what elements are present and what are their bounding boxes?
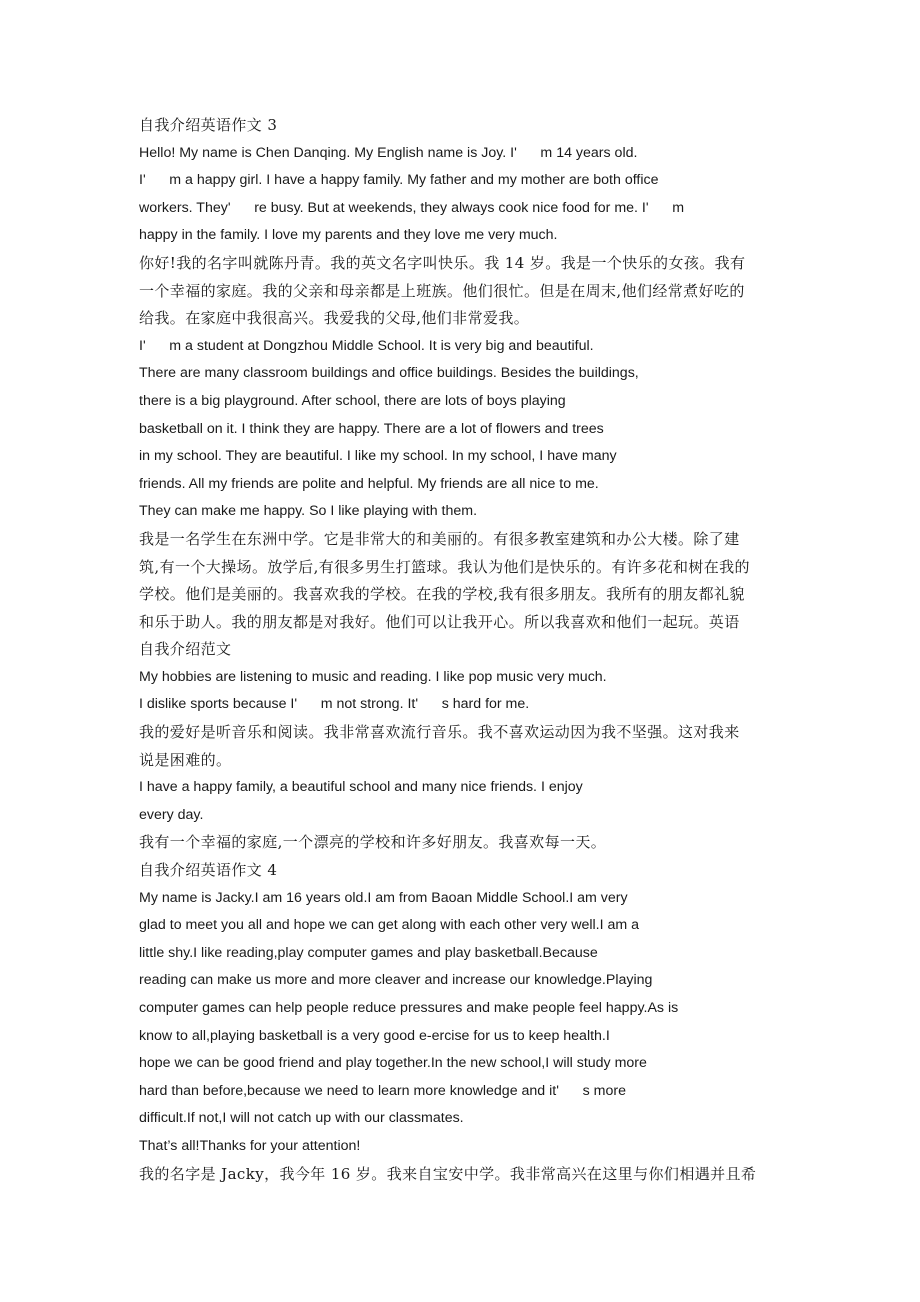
text-line: 你好!我的名字叫就陈丹青。我的英文名字叫快乐。我 14 岁。我是一个快乐的女孩。我有 <box>139 253 746 272</box>
text-line: every day. <box>139 806 204 823</box>
text-line: 学校。他们是美丽的。我喜欢我的学校。在我的学校,我有很多朋友。我所有的朋友都礼貌 <box>139 585 745 604</box>
text-line: computer games can help people reduce pressures and make people feel happy.As is <box>139 1000 679 1016</box>
text-line: reading can make us more and more cleaver and increase our knowledge.Playing <box>139 972 653 989</box>
text-line: 给我。在家庭中我很高兴。我爱我的父母,他们非常爱我。 <box>139 309 530 328</box>
text-line: workers. They' re busy. But at weekends, they always cook nice food for me. I' m <box>139 199 685 216</box>
text-line: know to all,playing basketball is a very good e-ercise for us to keep health.I <box>139 1027 610 1044</box>
text-line: 和乐于助人。我的朋友都是对我好。他们可以让我开心。所以我喜欢和他们一起玩。英语 <box>139 612 740 631</box>
text-line: I have a happy family, a beautiful school and many nice friends. I enjoy <box>139 779 583 796</box>
text-line: They can make me happy. So I like playing with them. <box>139 503 478 520</box>
document-body <box>139 112 799 1188</box>
text-line: My hobbies are listening to music and reading. I like pop music very much. <box>139 668 607 685</box>
text-line: there is a big playground. After school, there are lots of boys playing <box>139 392 566 409</box>
text-line: 自我介绍英语作文 4 <box>139 861 278 880</box>
text-line: 我的爱好是听音乐和阅读。我非常喜欢流行音乐。我不喜欢运动因为我不坚强。这对我来 <box>139 723 740 742</box>
text-line: I' m a student at Dongzhou Middle School. It is very big and beautiful. <box>139 337 594 354</box>
text-line: That’s all!Thanks for your attention! <box>139 1137 361 1154</box>
text-line: happy in the family. I love my parents and they love me very much. <box>139 227 558 244</box>
text-line: hope we can be good friend and play together.In the new school,I will study more <box>139 1055 647 1072</box>
text-line: 自我介绍英语作文 3 <box>139 116 278 134</box>
text-line: My name is Jacky.I am 16 years old.I am from Baoan Middle School.I am very <box>139 889 628 906</box>
text-line: There are many classroom buildings and office buildings. Besides the buildings, <box>139 365 639 382</box>
text-line: 我是一名学生在东洲中学。它是非常大的和美丽的。有很多教室建筑和办公大楼。除了建 <box>139 529 740 548</box>
text-line: difficult.If not,I will not catch up with our classmates. <box>139 1110 464 1127</box>
text-line: 说是困难的。 <box>139 750 232 769</box>
text-line: 筑,有一个大操场。放学后,有很多男生打篮球。我认为他们是快乐的。有许多花和树在我的 <box>139 557 750 576</box>
text-line: glad to meet you all and hope we can get along with each other very well.I am a <box>139 917 640 934</box>
text-line: 我的名字是 Jacky，我今年 16 岁。我来自宝安中学。我非常高兴在这里与你们相遇并且希 <box>139 1164 757 1183</box>
text-line: Hello! My name is Chen Danqing. My English name is Joy. I' m 14 years old. <box>139 144 638 161</box>
text-line: 一个幸福的家庭。我的父亲和母亲都是上班族。他们很忙。但是在周末,他们经常煮好吃的 <box>139 281 745 300</box>
text-line: little shy.I like reading,play computer games and play basketball.Because <box>139 944 598 961</box>
text-line: I' m a happy girl. I have a happy family. My father and my mother are both office <box>139 172 659 189</box>
text-line: 自我介绍范文 <box>139 640 232 659</box>
text-line: basketball on it. I think they are happy. There are a lot of flowers and trees <box>139 420 604 437</box>
text-line: 我有一个幸福的家庭,一个漂亮的学校和许多好朋友。我喜欢每一天。 <box>139 833 607 852</box>
text-line: hard than before,because we need to learn more knowledge and it' s more <box>139 1082 626 1099</box>
text-line: I dislike sports because I' m not strong. It' s hard for me. <box>139 696 530 713</box>
text-line: friends. All my friends are polite and helpful. My friends are all nice to me. <box>139 475 599 492</box>
text-line: in my school. They are beautiful. I like my school. In my school, I have many <box>139 448 617 465</box>
